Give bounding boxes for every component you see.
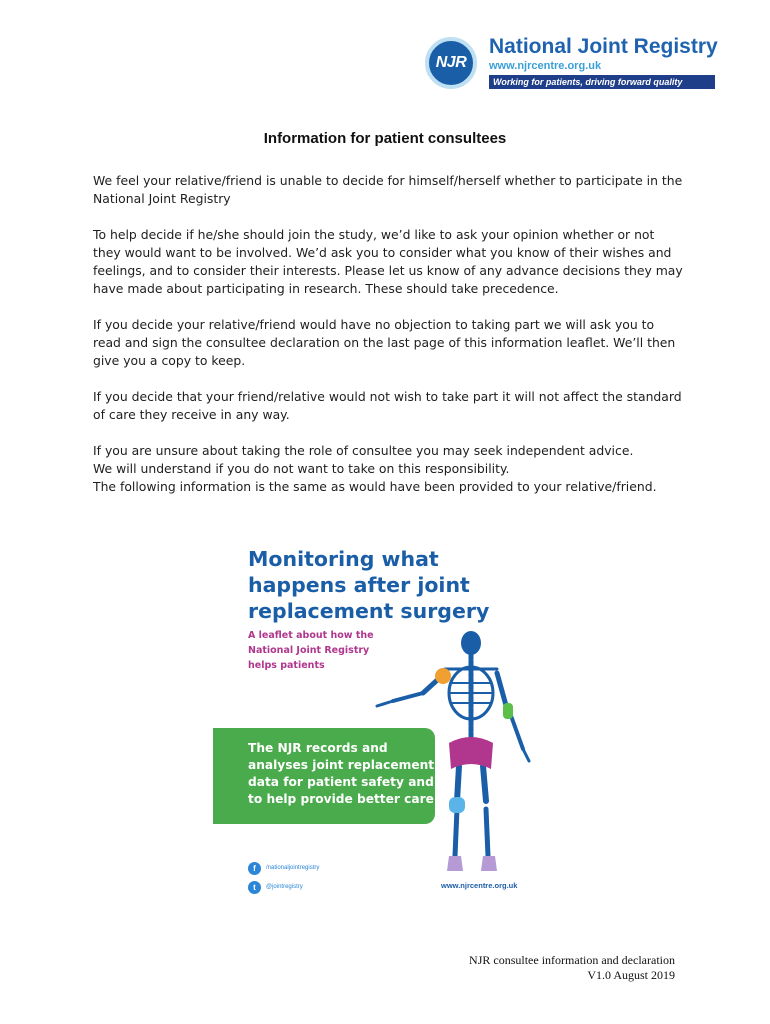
twitter-handle: @jointregistry (266, 884, 303, 890)
logo-initials: NJR (435, 54, 467, 71)
leaflet-heading: Monitoring what happens after joint replacement surgery (248, 547, 490, 623)
footer-version: V1.0 August 2019 (587, 968, 675, 982)
facebook-icon: f (248, 862, 261, 875)
skeleton-illustration-icon (363, 631, 543, 881)
facebook-handle: /nationaljointregistry (266, 865, 320, 871)
closing-line: We will understand if you do not want to take on this responsibility. (93, 461, 510, 476)
page-footer (469, 953, 675, 983)
document-body (93, 172, 683, 496)
leaflet-website: www.njrcentre.org.uk (441, 881, 518, 890)
njr-logo-badge (425, 37, 477, 89)
twitter-link (248, 880, 303, 894)
logo-tagline: Working for patients, driving forward quality (489, 75, 715, 89)
njr-logo (425, 33, 725, 91)
logo-organisation-name: National Joint Registry (489, 35, 718, 58)
logo-website: www.njrcentre.org.uk (489, 60, 602, 72)
closing-line: The following information is the same as would have been provided to your relative/friend. (93, 479, 657, 494)
footer-title: NJR consultee information and declaration (469, 953, 675, 967)
paragraph: If you decide that your friend/relative would not wish to take part it will not affect the standard of care they receive in any way. (93, 389, 682, 422)
leaflet-cover (213, 536, 543, 901)
document-title: Information for patient consultees (263, 130, 507, 147)
paragraph: We feel your relative/friend is unable to decide for himself/herself whether to participate in the National Joint Registry (93, 173, 683, 206)
leaflet-subheading: A leaflet about how the National Joint Registry helps patients (248, 630, 374, 671)
leaflet-green-text: The NJR records and analyses joint replacement data for patient safety and to help provide better care (248, 741, 435, 806)
facebook-link (248, 861, 319, 875)
closing-line: If you are unsure about taking the role of consultee you may seek independent advice. (93, 443, 634, 458)
paragraph: If you decide your relative/friend would have no objection to taking part we will ask you to read and sign the consultee declaration on the last page of this information leaflet. We’ll then give you a copy to keep. (93, 317, 676, 368)
paragraph: To help decide if he/she should join the study, we’d like to ask your opinion whether or not they would want to be involved. We’d ask you to consider what you know of their wishes and feelings, and to consider their interests. Please let us know of any advance decisions they may have made about participating in research. These should take precedence. (93, 227, 683, 296)
twitter-icon: t (248, 881, 261, 894)
